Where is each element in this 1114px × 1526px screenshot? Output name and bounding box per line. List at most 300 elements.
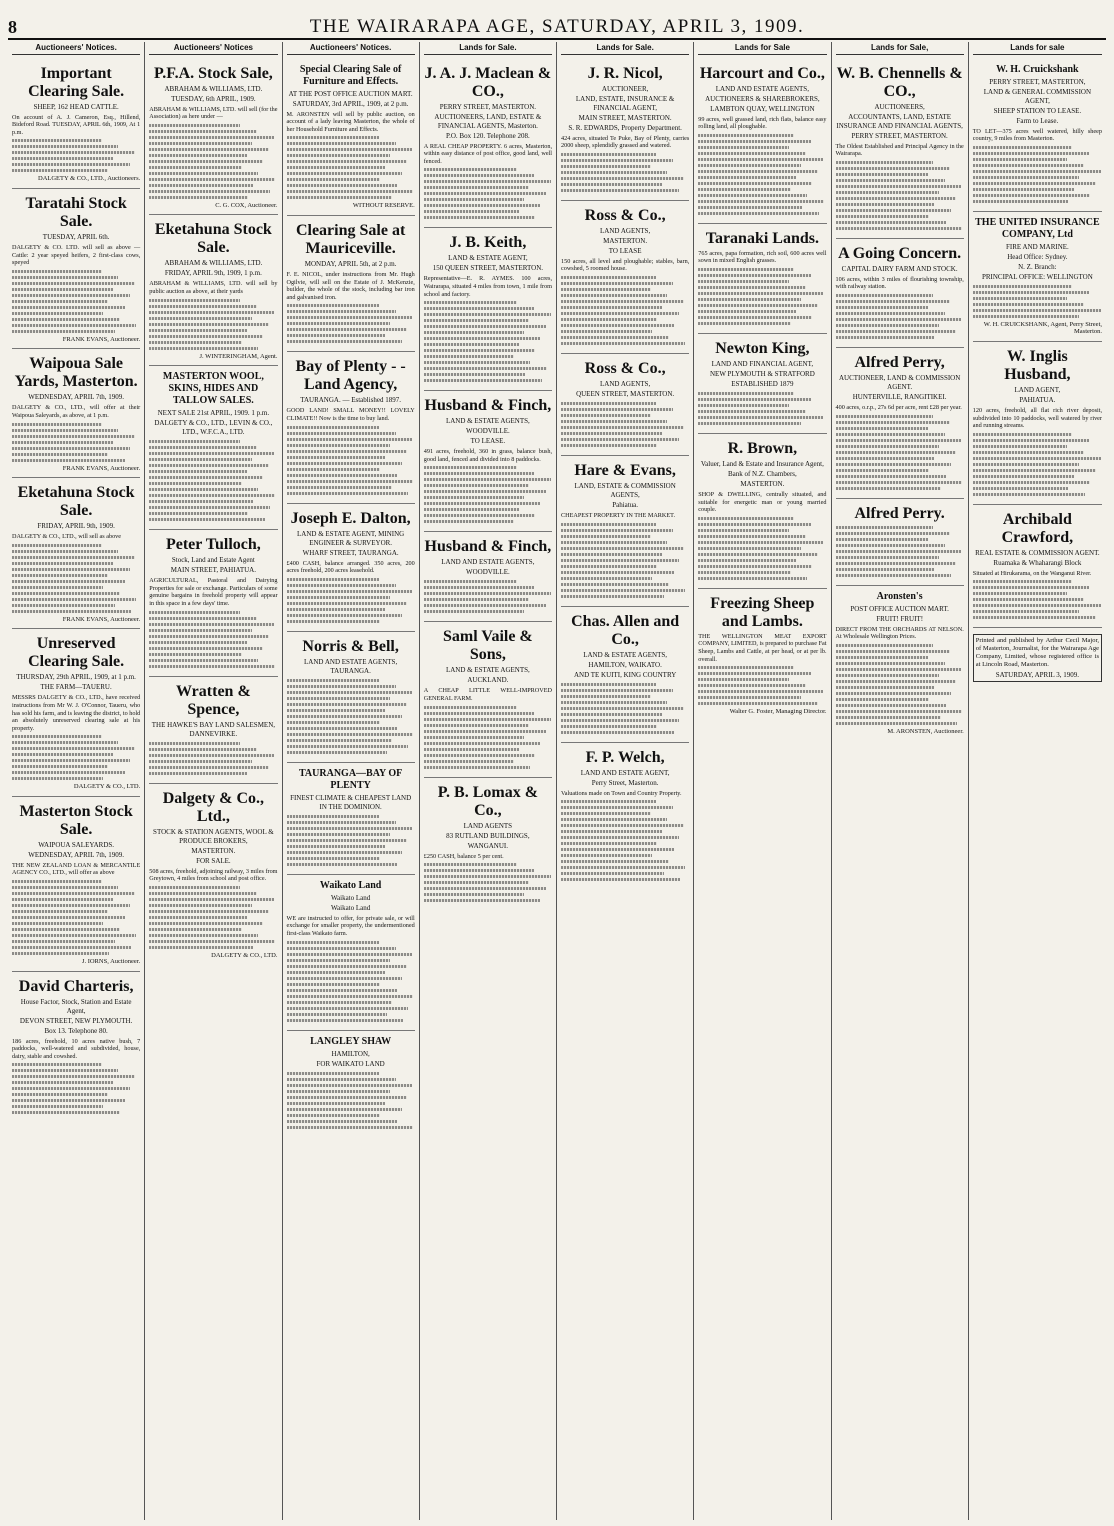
ad-body: 400 acres, o.r.p., 27s 6d per acre, rent £28 per year.	[835, 403, 962, 411]
advertisement	[287, 352, 415, 503]
column-header: Auctioneers' Notices.	[287, 44, 415, 55]
ad-subline: FOR WAIKATO LAND	[316, 1059, 385, 1068]
ad-subline: HAMILTON, WAIKATO.	[588, 660, 662, 669]
ad-body: Valuations made on Town and Country Property.	[561, 789, 682, 797]
ad-subline: PERRY STREET, MASTERTON.	[851, 131, 948, 140]
ad-subline: AUCKLAND.	[467, 676, 509, 685]
imprint-footer	[973, 634, 1102, 682]
small-print-lines	[698, 268, 826, 325]
small-print-lines	[836, 526, 964, 577]
ad-heading: Hare & Evans,	[574, 461, 676, 479]
ad-heading: Peter Tulloch,	[165, 536, 261, 554]
small-print-lines	[12, 139, 140, 172]
column-8	[969, 42, 1106, 1520]
advertisement	[836, 499, 964, 586]
advertisement	[12, 59, 140, 189]
advertisement	[149, 366, 277, 530]
advertisement	[836, 239, 964, 348]
ad-subline: FIRE AND MARINE.	[1005, 242, 1069, 251]
small-print-lines	[836, 294, 964, 339]
ad-subline: Stock, Land and Estate Agent	[171, 556, 255, 565]
advertisement	[287, 763, 415, 875]
small-print-lines	[698, 134, 826, 215]
ad-subline: LAMBTON QUAY, WELLINGTON	[710, 104, 815, 113]
ad-signature: J. IORNS, Auctioneer.	[81, 958, 141, 966]
ad-subline: 150 QUEEN STREET, MASTERTON.	[432, 264, 544, 273]
ad-heading: Husband & Finch,	[424, 397, 552, 415]
advertisement	[424, 622, 552, 777]
ad-subline: HUNTERVILLE, RANGITIKEI.	[852, 392, 947, 401]
small-print-lines	[287, 941, 415, 1022]
ad-subline: WAIPOUA SALEYARDS.	[38, 840, 115, 849]
ad-signature: FRANK EVANS, Auctioneer.	[62, 464, 141, 472]
ad-subline: DALGETY & CO., LTD., LEVIN & CO., LTD., W.F.C.A., LTD.	[154, 419, 273, 437]
column-7	[832, 42, 969, 1520]
ad-subline: TO LEASE	[608, 246, 642, 255]
advertisement	[836, 59, 964, 239]
advertisement	[424, 778, 552, 911]
small-print-lines	[973, 433, 1102, 496]
ad-heading: Special Clearing Sale of Furniture and Effects.	[299, 63, 402, 87]
ad-heading: THE UNITED INSURANCE COMPANY, Ltd	[975, 216, 1100, 240]
ad-subline: SHEEP STATION TO LEASE.	[993, 106, 1082, 115]
ad-subline: STOCK & STATION AGENTS, WOOL & PRODUCE BROKERS,	[153, 827, 274, 845]
column-header: Lands for Sale.	[561, 44, 689, 55]
small-print-lines	[149, 124, 277, 199]
advertisement	[973, 212, 1102, 342]
ad-heading: W. H. Cruickshank	[996, 63, 1079, 75]
ad-heading: Alfred Perry.	[854, 504, 945, 522]
ad-heading: LANGLEY SHAW	[310, 1035, 392, 1047]
advertisement	[561, 354, 689, 456]
ad-subline: LAND AND ESTATE AGENTS,	[715, 84, 809, 93]
ad-subline: 83 RUTLAND BUILDINGS,	[446, 831, 530, 840]
small-print-lines	[424, 168, 552, 219]
advertisement	[424, 59, 552, 229]
ad-subline: WEDNESDAY, APRIL 7th, 1909.	[28, 393, 125, 402]
ad-heading: Alfred Perry,	[854, 353, 945, 371]
ad-subline: NEXT SALE 21st APRIL, 1909. 1 p.m.	[157, 409, 270, 418]
ad-heading: Masterton Stock Sale.	[19, 802, 133, 838]
advertisement	[12, 629, 140, 797]
ad-subline: Perry Street, Masterton.	[591, 778, 659, 787]
column-6	[694, 42, 831, 1520]
ad-subline: THURSDAY, 29th APRIL, 1909, at 1 p.m.	[16, 673, 136, 682]
ad-subline: POST OFFICE AUCTION MART.	[850, 604, 949, 613]
ad-body: DIRECT FROM THE ORCHARDS AT NELSON. At Wholesale Wellington Prices.	[835, 625, 964, 641]
small-print-lines	[698, 666, 826, 705]
ad-subline: FRUIT! FRUIT!	[876, 614, 924, 623]
ad-heading: Husband & Finch,	[424, 538, 552, 556]
ad-subline: AUCTIONEERS, LAND, ESTATE & FINANCIAL AGENTS, Masterton.	[434, 112, 542, 130]
ad-heading: Norris & Bell,	[302, 637, 399, 655]
ad-subline: ACCOUNTANTS, LAND, ESTATE INSURANCE AND FINANCIAL AGENTS,	[836, 112, 963, 130]
ad-body: GOOD LAND! SMALL MONEY!! LOVELY CLIMATE!! Now is the time to buy land.	[286, 407, 415, 422]
advertisement	[12, 349, 140, 478]
advertisement	[149, 215, 277, 366]
ad-body: Representative—E. R. AYMES. 100 acres, Wairarapa, situated 4 miles from town, 1 mile from school and factory.	[423, 275, 552, 298]
ad-subline: AT THE POST OFFICE AUCTION MART.	[288, 89, 413, 98]
ad-body: 150 acres, all level and ploughable; stables, barn, cowshed, 5 roomed house.	[561, 257, 690, 273]
advertisement	[698, 334, 826, 434]
small-print-lines	[424, 466, 552, 523]
small-print-lines	[561, 800, 689, 881]
ad-heading: Taratahi Stock Sale.	[25, 194, 127, 230]
small-print-lines	[12, 544, 140, 613]
advertisement	[561, 201, 689, 354]
small-print-lines	[287, 426, 415, 495]
ad-subline: PERRY STREET, MASTERTON,	[989, 77, 1086, 86]
small-print-lines	[424, 580, 552, 613]
ad-heading: Ross & Co.,	[584, 206, 666, 224]
ad-subline: P.O. Box 120. Telephone 208.	[445, 131, 530, 140]
ad-subline: AND TE KUITI, KING COUNTRY	[573, 670, 677, 679]
ad-subline: LAND & ESTATE AGENT,	[448, 254, 528, 263]
ad-signature: Walter G. Foster, Managing Director.	[729, 708, 827, 716]
page-number: 8	[8, 17, 17, 37]
advertisement	[973, 59, 1102, 212]
small-print-lines	[698, 392, 826, 425]
ad-signature: M. ARONSTEN, Auctioneer.	[887, 727, 964, 735]
ad-body: THE WELLINGTON MEAT EXPORT COMPANY, LIMITED, is prepared to purchase Fat Sheep, Lambs and Cattle, at per head, or at per lb. overall.	[698, 632, 827, 663]
ad-heading: Ross & Co.,	[584, 359, 666, 377]
ad-subline: PERRY STREET, MASTERTON.	[439, 102, 537, 111]
column-header: Lands for Sale,	[836, 44, 964, 55]
ad-subline: Valuer, Land & Estate and Insurance Agent,	[700, 459, 824, 468]
ad-subline: TAURANGA. — Established 1897.	[300, 396, 401, 405]
ad-heading: J. R. Nicol,	[587, 64, 663, 82]
advertisement	[424, 391, 552, 532]
ad-subline: DEVON STREET, NEW PLYMOUTH.	[19, 1016, 133, 1025]
small-print-lines	[287, 1072, 415, 1129]
advertisement	[12, 797, 140, 972]
newspaper-title: THE WAIRARAPA AGE, SATURDAY, APRIL 3, 1909.	[309, 16, 805, 37]
ad-subline: House Factor, Stock, Station and Estate Agent,	[20, 997, 132, 1015]
ad-body: MESSRS DALGETY & CO., LTD., have received instructions from Mr W. J. O'Connor, Taueru, who has sold his farm, and is leaving the district, to hold an absolutely unreserved clearing sale at his property.	[12, 694, 141, 732]
ad-body: 491 acres, freehold, 360 in grass, balance bush, good land, fenced and divided into 8 paddocks.	[423, 448, 552, 463]
ad-subline: QUEEN STREET, MASTERTON.	[576, 389, 675, 398]
advertisement	[836, 586, 964, 741]
ad-heading: Archibald Crawford,	[1001, 510, 1074, 546]
ad-signature: DALGETY & CO., LTD., Auctioneers.	[38, 175, 141, 183]
ad-subline: SATURDAY, 3rd APRIL, 1909, at 2 p.m.	[292, 99, 409, 108]
ad-body: THE NEW ZEALAND LOAN & MERCANTILE AGENCY CO., LTD., will offer as above	[12, 861, 141, 877]
ad-subline: MAIN STREET, PAHIATUA.	[170, 566, 256, 575]
ad-subline: ESTABLISHED 1879	[731, 379, 794, 388]
ad-subline: LAND & GENERAL COMMISSION AGENT,	[983, 87, 1092, 105]
ad-heading: TAURANGA—BAY OF PLENTY	[299, 767, 403, 791]
ad-subline: WANGANUI.	[467, 841, 508, 850]
ad-heading: Joseph E. Dalton,	[290, 509, 411, 527]
ad-subline: NEW PLYMOUTH & STRATFORD	[709, 369, 815, 378]
ad-heading: Saml Vaile & Sons,	[442, 628, 533, 664]
small-print-lines	[973, 146, 1102, 203]
advertisement	[287, 632, 415, 763]
ad-subline: AUCTIONEER,	[601, 84, 649, 93]
ad-heading: Eketahuna Stock Sale.	[154, 221, 272, 257]
ad-heading: F. P. Welch,	[585, 748, 665, 766]
small-print-lines	[12, 423, 140, 462]
ad-subline: Waikato Land	[330, 903, 371, 912]
ad-heading: Harcourt and Co.,	[699, 64, 825, 82]
ad-subline: AUCTIONEERS & SHAREBROKERS,	[705, 94, 820, 103]
ad-subline: WOODVILLE.	[466, 568, 510, 577]
column-header: Auctioneers' Notices.	[12, 44, 140, 55]
ad-subline: THE FARM—TAUERU.	[40, 683, 112, 692]
ad-heading: Important Clearing Sale.	[28, 64, 125, 100]
column-header: Lands for Sale.	[424, 44, 552, 55]
advertisement	[149, 784, 277, 965]
ad-signature: C. G. COX, Auctioneer.	[215, 201, 278, 209]
ad-heading: J. B. Keith,	[449, 234, 527, 252]
ad-subline: Waikato Land	[330, 893, 371, 902]
advertisement	[287, 504, 415, 632]
ad-heading: P. B. Lomax & Co.,	[437, 783, 539, 819]
ad-body: £250 CASH, balance 5 per cent.	[423, 852, 504, 860]
small-print-lines	[149, 440, 277, 521]
small-print-lines	[561, 276, 689, 345]
small-print-lines	[698, 517, 826, 580]
ad-subline: LAND AGENTS	[463, 821, 513, 830]
advertisement	[561, 59, 689, 201]
columns-grid	[8, 42, 1106, 1520]
small-print-lines	[561, 153, 689, 192]
ad-body: £400 CASH, balance arranged. 350 acres, 200 acres freehold, 200 acres leasehold.	[286, 559, 415, 575]
advertisement	[698, 434, 826, 589]
advertisement	[287, 1031, 415, 1137]
advertisement	[561, 607, 689, 743]
small-print-lines	[973, 285, 1102, 318]
ad-heading: Aronsten's	[876, 590, 923, 602]
ad-body: ABRAHAM & WILLIAMS, LTD. will sell by public auction as above, at their yards	[149, 280, 278, 295]
small-print-lines	[12, 735, 140, 780]
ad-body: DALGETY & CO., LTD., will offer at their Waipoua Saleyards, as above, at 1 p.m.	[12, 404, 141, 419]
ad-heading: Wratten & Spence,	[175, 682, 251, 718]
ad-signature: FRANK EVANS, Auctioneer.	[62, 335, 141, 343]
ad-subline: PRINCIPAL OFFICE: WELLINGTON	[981, 272, 1093, 281]
ad-heading: Waikato Land	[319, 879, 382, 891]
small-print-lines	[149, 299, 277, 350]
small-print-lines	[287, 815, 415, 866]
ad-subline: Pahiatua.	[612, 500, 639, 509]
small-print-lines	[287, 304, 415, 343]
ad-heading: Newton King,	[715, 339, 810, 357]
ad-signature: FRANK EVANS, Auctioneer.	[62, 615, 141, 623]
ad-subline: Box 13. Telephone 80.	[44, 1026, 108, 1035]
ad-subline: LAND AND ESTATE AGENTS,	[441, 558, 535, 567]
ad-heading: Eketahuna Stock Sale.	[17, 484, 135, 520]
advertisement	[287, 59, 415, 216]
small-print-lines	[287, 136, 415, 199]
ad-body: 120 acres, freehold, all flat rich river deposit, subdivided into 10 paddocks, well watered by river and running streams.	[972, 406, 1102, 430]
advertisement	[973, 342, 1102, 505]
ad-subline: LAND, ESTATE & COMMISSION AGENTS,	[574, 481, 676, 499]
advertisement	[836, 348, 964, 499]
ad-body: A REAL CHEAP PROPERTY. 6 acres, Masterton, within easy distance of post office, good land, well fenced.	[423, 142, 552, 165]
ad-body: M. ARONSTEN will sell by public auction, on account of a lady leaving Masterton, the whole of her Household Furniture and Effects.	[286, 110, 415, 133]
advertisement	[149, 59, 277, 216]
ad-subline: ABRAHAM & WILLIAMS, LTD.	[164, 259, 263, 268]
ad-body: WE are instructed to offer, for private sale, or will exchange for smaller property, the undermentioned first-class Waikato farm.	[286, 914, 415, 937]
small-print-lines	[424, 706, 552, 769]
ad-subline: TUESDAY, APRIL 6th.	[42, 232, 110, 241]
ad-subline: MASTERTON.	[191, 846, 236, 855]
ad-subline: LAND, ESTATE, INSURANCE & FINANCIAL AGENT,	[575, 94, 675, 112]
ad-heading: Dalgety & Co., Ltd.,	[162, 789, 265, 825]
ad-subline: N. Z. Branch:	[1018, 262, 1057, 271]
column-1	[8, 42, 145, 1520]
small-print-lines	[287, 578, 415, 623]
ad-subline: THE HAWKE'S BAY LAND SALESMEN, DANNEVIRKE.	[151, 720, 275, 738]
ad-heading: Clearing Sale at Mauriceville.	[295, 221, 406, 257]
advertisement	[12, 972, 140, 1123]
ad-subline: MASTERTON.	[603, 236, 648, 245]
ad-subline: FRIDAY, APRIL 9th, 1909, 1 p.m.	[164, 269, 262, 278]
ad-subline: Bank of N.Z. Chambers,	[727, 469, 797, 478]
ad-subline: TUESDAY, 6th APRIL, 1909.	[171, 94, 256, 103]
column-header: Lands for Sale	[698, 44, 826, 55]
ad-body: 765 acres, papa formation, rich soil, 600 acres well sown in mixed English grasses.	[698, 249, 827, 265]
advertisement	[561, 743, 689, 890]
ad-heading: David Charteris,	[18, 977, 134, 995]
column-3	[283, 42, 420, 1520]
ad-body: 424 acres, situated Te Puke, Bay of Plenty, carries 2000 sheep, splendidly grassed and watered.	[561, 134, 690, 150]
ad-subline: LAND AND ESTATE AGENT,	[580, 768, 670, 777]
ad-signature: DALGETY & CO., LTD.	[73, 783, 141, 791]
ad-subline: PAHIATUA.	[1019, 395, 1056, 404]
small-print-lines	[973, 580, 1102, 619]
ad-signature: DALGETY & CO., LTD.	[211, 951, 278, 959]
ad-body: DALGETY & CO., LTD., will sell as above	[12, 533, 122, 541]
small-print-lines	[287, 679, 415, 754]
ad-heading: J. A. J. Maclean & CO.,	[424, 64, 552, 100]
ad-subline: LAND & ESTATE AGENTS,	[583, 650, 668, 659]
ad-body: TO LET—375 acres well watered, hilly sheep country, 9 miles from Masterton.	[972, 127, 1102, 143]
small-print-lines	[149, 611, 277, 668]
ad-heading: Bay of Plenty - - Land Agency,	[295, 358, 406, 394]
ad-subline: Head Office: Sydney.	[1007, 252, 1068, 261]
ad-body: 508 acres, freehold, adjoining railway, 3 miles from Greytown, 4 miles from school and post office.	[149, 867, 278, 883]
ad-subline: LAND AND FINANCIAL AGENT,	[711, 359, 814, 368]
advertisement	[149, 530, 277, 676]
small-print-lines	[149, 742, 277, 775]
ad-heading: R. Brown,	[727, 439, 798, 457]
ad-body: CHEAPEST PROPERTY IN THE MARKET.	[561, 511, 676, 519]
ad-subline: WEDNESDAY, APRIL 7th, 1909.	[28, 850, 125, 859]
ad-subline: LAND & ESTATE AGENTS,	[445, 417, 530, 426]
column-5	[557, 42, 694, 1520]
advertisement	[698, 224, 826, 334]
ad-heading: MASTERTON WOOL, SKINS, HIDES AND TALLOW SALES.	[162, 371, 264, 407]
advertisement	[12, 189, 140, 349]
ad-subline: LAND AGENT,	[1014, 385, 1061, 394]
ad-heading: P.F.A. Stock Sale,	[153, 64, 273, 82]
ad-body: ABRAHAM & WILLIAMS, LTD. will sell (for the Association) as here under —	[149, 105, 278, 121]
ad-subline: LAND AND ESTATE AGENTS, TAURANGA.	[304, 657, 398, 675]
small-print-lines	[561, 683, 689, 734]
ad-body: 99 acres, well grassed land, rich flats, balance easy rolling land, all ploughable.	[698, 115, 827, 131]
small-print-lines	[561, 402, 689, 447]
imprint-text: Printed and published by Arthur Cecil Major, of Masterton, Journalist, for the Wairarapa Age Company, Limited, whose registered office is at Lincoln Road, Masterton.	[975, 637, 1099, 669]
advertisement	[424, 532, 552, 622]
ad-subline: WHARF STREET, TAURANGA.	[302, 548, 399, 557]
ad-subline: TO LEASE.	[470, 437, 506, 446]
ad-body: AGRICULTURAL, Pastoral and Dairying Properties for sale or exchange. Particulars of some genuine bargains in freehold property will appear in this space in a few days' time.	[149, 577, 278, 607]
advertisement	[698, 59, 826, 224]
ad-subline: Farm to Lease.	[1016, 116, 1059, 125]
ad-subline: FRIDAY, APRIL 9th, 1909.	[37, 522, 115, 531]
masthead	[8, 8, 1106, 40]
small-print-lines	[836, 644, 964, 725]
column-2	[145, 42, 282, 1520]
small-print-lines	[12, 1063, 140, 1114]
ad-heading: W. Inglis Husband,	[1004, 347, 1071, 383]
advertisement	[698, 589, 826, 721]
ad-signature: W. H. CRUICKSHANK, Agent, Perry Street, Masterton.	[983, 320, 1102, 336]
small-print-lines	[149, 886, 277, 949]
small-print-lines	[561, 523, 689, 598]
column-header: Auctioneers' Notices	[149, 44, 277, 55]
ad-subline: ABRAHAM & WILLIAMS, LTD.	[164, 84, 263, 93]
ad-subline: FOR SALE.	[196, 856, 231, 865]
advertisement	[149, 677, 277, 784]
ad-subline: MONDAY, APRIL 5th, at 2 p.m.	[304, 259, 397, 268]
ad-subline: LAND & ESTATE AGENTS,	[445, 666, 530, 675]
ad-body: 106 acres, within 3 miles of flourishing township, with railway station.	[835, 275, 964, 291]
advertisement	[287, 875, 415, 1031]
advertisement	[287, 216, 415, 352]
column-4	[420, 42, 557, 1520]
ad-subline: SHEEP, 162 HEAD CATTLE.	[33, 102, 119, 111]
ad-subline: LAND & ESTATE AGENT, MINING ENGINEER & SURVEYOR.	[297, 529, 405, 547]
small-print-lines	[424, 301, 552, 382]
advertisement	[424, 228, 552, 391]
ad-heading: Unreserved Clearing Sale.	[28, 635, 125, 671]
ad-body: DALGETY & CO. LTD. will sell as above — Cattle: 2 year speyed heifers, 2 first-class cows, speyed	[12, 243, 141, 267]
ad-subline: Ruamaka & Whaharangi Block	[993, 558, 1082, 567]
ad-heading: W. B. Chennells & CO.,	[836, 64, 963, 100]
ad-body: 186 acres, freehold, 10 acres native bush, 7 paddocks, well-watered and subdivided, house, dairy, stable and cowshed.	[12, 1037, 141, 1060]
advertisement	[12, 478, 140, 629]
ad-subline: MASTERTON.	[740, 479, 785, 488]
ad-signature: J. WINTERINGHAM, Agent.	[199, 352, 278, 360]
small-print-lines	[12, 270, 140, 333]
ad-heading: A Going Concern.	[838, 244, 962, 262]
ad-subline: REAL ESTATE & COMMISSION AGENT.	[975, 548, 1100, 557]
ad-heading: Waipoua Sale Yards, Masterton.	[14, 355, 138, 391]
ad-subline: LAND AGENTS,	[600, 226, 651, 235]
ad-body: F. E. NICOL, under instructions from Mr. Hugh Ogilvie, will sell on the Estate of J. McKenzie, builder, the whole of the stock, including bar iron and galvanised iron.	[286, 270, 415, 301]
ad-body: The Oldest Established and Principal Agency in the Wairarapa.	[835, 142, 964, 158]
ad-heading: Chas. Allen and Co.,	[571, 612, 680, 648]
ad-body: SHOP & DWELLING, centrally situated, and suitable for energetic man or young married couple.	[698, 490, 827, 514]
advertisement	[561, 456, 689, 607]
advertisement	[973, 505, 1102, 629]
ad-subline: WOODVILLE.	[466, 427, 510, 436]
ad-body: Situated at Hirukarama, on the Wanganui River.	[972, 569, 1092, 577]
ad-subline: AUCTIONEERS,	[874, 102, 925, 111]
ad-subline: FINEST CLIMATE & CHEAPEST LAND IN THE DOMINION.	[290, 793, 412, 811]
small-print-lines	[12, 880, 140, 955]
ad-subline: LAND AGENTS,	[600, 379, 651, 388]
ad-heading: Freezing Sheep and Lambs.	[710, 594, 815, 630]
ad-body: On account of A. J. Cameron, Esq., Hillend, Bideford Road. TUESDAY, APRIL 6th, 1909, At 1 p.m.	[12, 113, 141, 136]
small-print-lines	[836, 161, 964, 230]
column-header: Lands for sale	[973, 44, 1102, 55]
ad-subline: CAPITAL DAIRY FARM AND STOCK.	[841, 264, 958, 273]
small-print-lines	[836, 415, 964, 490]
ad-signature: WITHOUT RESERVE.	[352, 202, 415, 210]
